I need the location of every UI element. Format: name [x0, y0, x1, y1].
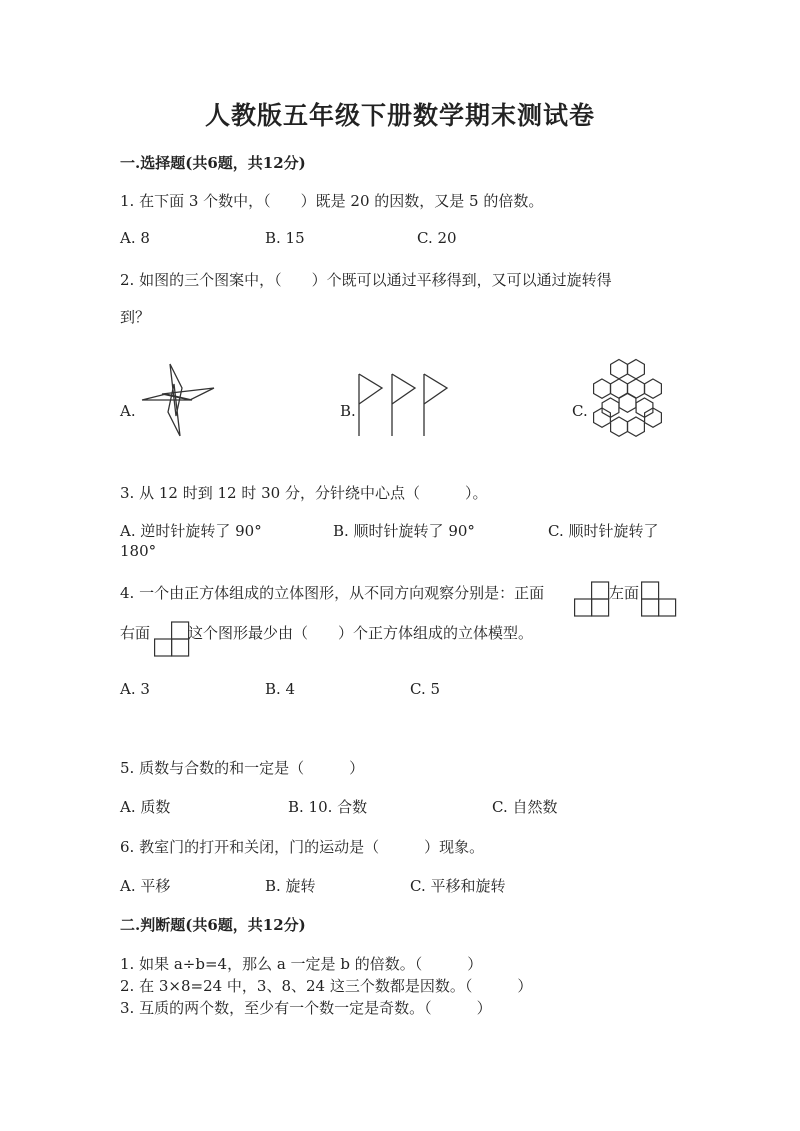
q4-right-view-label: 右面	[120, 624, 151, 642]
front-view-figure	[574, 580, 610, 618]
section-heading-judgment: 二.判断题(共6题，共12分)	[120, 916, 306, 934]
q3-option-c: C. 顺时针旋转了	[548, 522, 659, 540]
q3-option-b: B. 顺时针旋转了 90°	[333, 522, 475, 540]
right-view-figure	[154, 620, 192, 660]
q2-option-a: A.	[120, 402, 136, 420]
q4-option-b: B. 4	[265, 680, 296, 698]
q2-option-b: B.	[340, 402, 356, 420]
question-4-stem-part2: 这个图形最少由（ ）个正方体组成的立体模型。	[188, 624, 534, 642]
q5-option-c: C. 自然数	[492, 798, 558, 816]
q6-option-b: B. 旋转	[265, 877, 316, 895]
question-6-stem: 6. 教室门的打开和关闭，门的运动是（ ）现象。	[120, 838, 485, 856]
flags-figure	[354, 370, 464, 440]
question-3-stem: 3. 从 12 时到 12 时 30 分，分针绕中心点（ ）。	[120, 484, 488, 502]
q1-option-c: C. 20	[417, 229, 457, 247]
q6-option-a: A. 平移	[120, 877, 171, 895]
question-1-stem: 1. 在下面 3 个数中，（ ）既是 20 的因数，又是 5 的倍数。	[120, 192, 544, 210]
q5-option-a: A. 质数	[120, 798, 171, 816]
question-5-stem: 5. 质数与合数的和一定是（ ）	[120, 759, 365, 777]
q3-option-a: A. 逆时针旋转了 90°	[120, 522, 262, 540]
judgment-question-3: 3. 互质的两个数，至少有一个数一定是奇数。（ ）	[120, 999, 492, 1017]
q4-option-c: C. 5	[410, 680, 441, 698]
q1-option-b: B. 15	[265, 229, 305, 247]
q4-option-a: A. 3	[120, 680, 150, 698]
page-title: 人教版五年级下册数学期末测试卷	[204, 101, 595, 130]
question-2-stem-line2: 到？	[120, 308, 151, 326]
hexagon-cluster-figure	[588, 358, 668, 440]
q2-option-c: C.	[572, 402, 588, 420]
pinwheel-figure	[138, 360, 218, 440]
q3-option-c-continued: 180°	[120, 542, 157, 560]
q4-left-view-label: 左面	[609, 584, 640, 602]
q1-option-a: A. 8	[120, 229, 150, 247]
q6-option-c: C. 平移和旋转	[410, 877, 506, 895]
section-heading-choice: 一.选择题(共6题，共12分)	[120, 154, 306, 172]
left-view-figure	[641, 580, 679, 618]
question-4-stem-part1: 4. 一个由正方体组成的立体图形，从不同方向观察分别是：正面	[120, 584, 545, 602]
judgment-question-1: 1. 如果 a÷b=4，那么 a 一定是 b 的倍数。（ ）	[120, 955, 483, 973]
q5-option-b: B. 10. 合数	[288, 798, 368, 816]
question-2-stem-line1: 2. 如图的三个图案中，（ ）个既可以通过平移得到，又可以通过旋转得	[120, 271, 612, 289]
judgment-question-2: 2. 在 3×8=24 中，3、8、24 这三个数都是因数。（ ）	[120, 977, 533, 995]
